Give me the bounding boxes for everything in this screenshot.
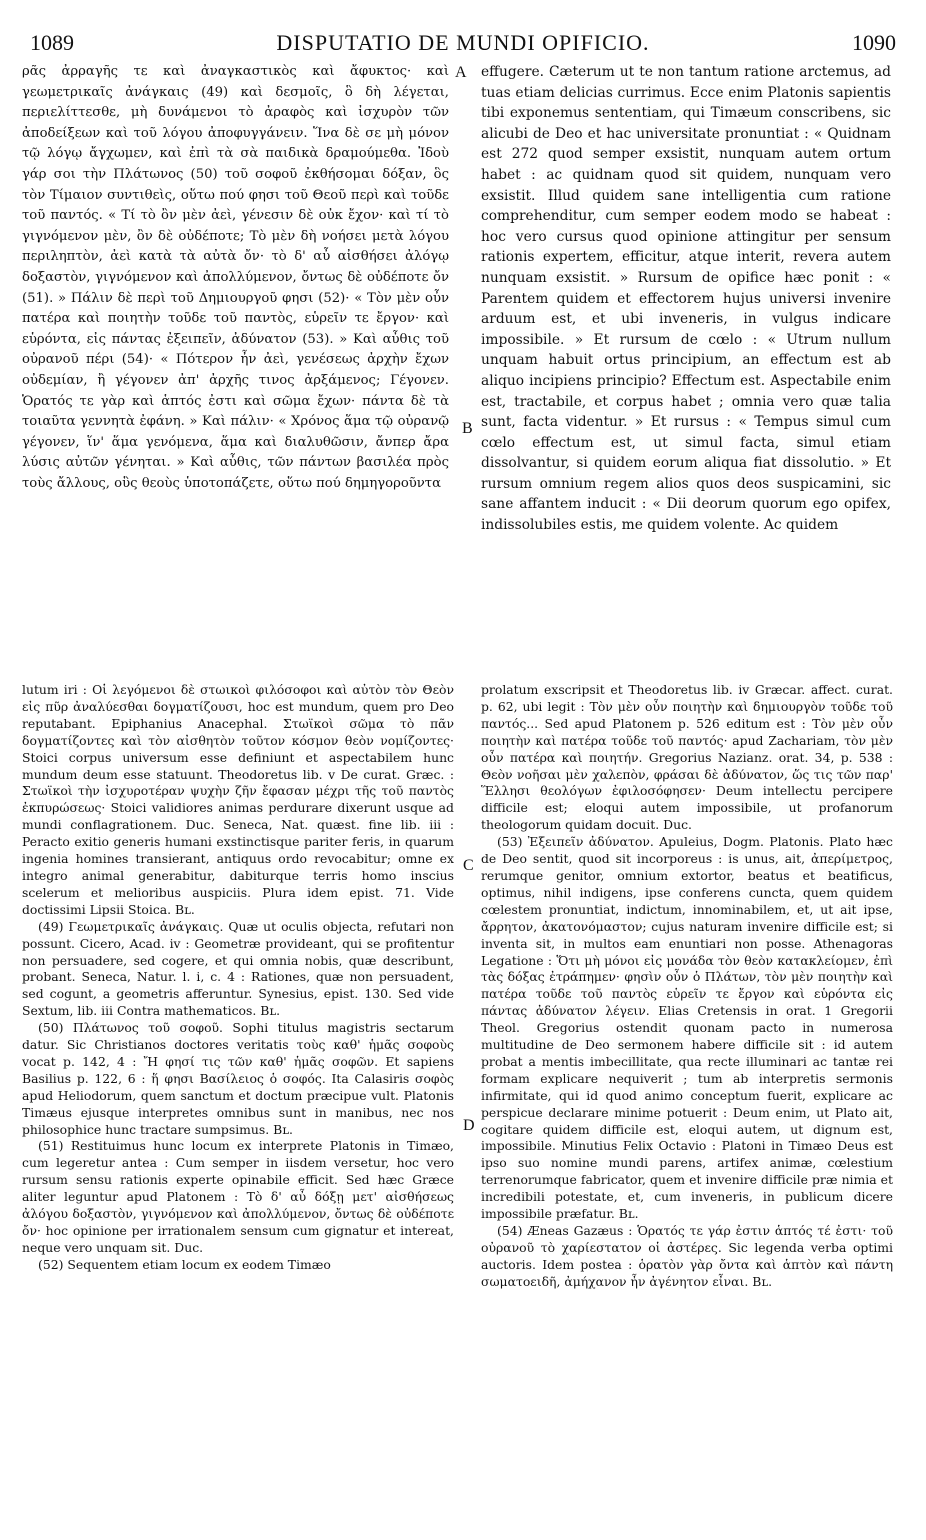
margin-letter-d: D [463,1117,475,1134]
margin-letter-a: A [455,64,467,81]
main-greek-column: ρᾶς ἀρραγῆς τε καὶ ἀναγκαστικὸς καὶ ἄφυκτος· καὶ γεωμετρικαῖς ἀνάγκαις (49) καὶ δεσμοῖς, ὃ δὴ λέγεται, περιελίττεσθε, μὴ δυνάμενοι τὸ ἀραφὸς καὶ ἰσχυρὸν τῶν ἀποδείξεων καὶ τοῦ λόγου ἀποφυγγάνειν. Ἵνα δὲ σε μὴ μόνον τῷ λόγῳ ἄγχωμεν, καὶ ἐπὶ τὰ σὰ παιδικὰ δραμούμεθα. Ἰδοὺ γάρ σοι τὴν Πλάτωνος (50) τοῦ σοφοῦ ἐκθήσομαι δόξαν, ὃς τὸν Τίμαιον συντιθεὶς, οὕτω πού φησι τοῦ Θεοῦ περὶ καὶ τοῦδε τοῦ παντός. « Τί τὸ ὂν μὲν ἀεὶ, γένεσιν δὲ οὐκ ἔχον· καὶ τί τὸ γιγνόμενον μὲν, ὂν δὲ οὐδέποτε; Τὸ μὲν δὴ νοήσει μετὰ λόγου περιληπτὸν, ἀεὶ κατὰ τὰ αὐτὰ ὄν· τὸ δ' αὖ αἰσθήσει ἀλόγῳ δοξαστὸν, γιγνόμενον καὶ ἀπολλύμενον, ὄντως δὲ οὐδέποτε ὄν (51). » Πάλιν δὲ περὶ τοῦ Δημιουργοῦ φησι (52)· « Τὸν μὲν οὖν πατέρα καὶ ποιητὴν τοῦδε τοῦ παντὸς, εὑρεῖν τε ἔργον· καὶ εὑρόντα, εἰς πάντας ἐξειπεῖν, ἀδύνατον (53). » Καὶ αὖθις τοῦ οὐρανοῦ πέρι (54)· « Πότερον ἦν ἀεὶ, γενέσεως ἀρχὴν ἔχων οὐδεμίαν, ἢ γέγονεν ἀπ' ἀρχῆς τινος ἀρξάμενος; Γέγονεν. Ὁρατός τε γὰρ καὶ ἁπτός ἐστι καὶ σῶμα ἔχων· πάντα δὲ τὰ τοιαῦτα γεννητὰ ἐφάνη. » Καὶ πάλιν· « Χρόνος ἅμα τῷ οὐρανῷ γέγονεν, ἵν' ἅμα γενόμενα, ἅμα καὶ διαλυθῶσιν, ἄνπερ ἄρα λύσις αὐτῶν γένηται. » Καὶ αὖθις, τῶν πάντων βασιλέα πρὸς τοὺς ἄλλους, οὓς θεοὺς ὑποτοπάζετε, οὕτω πού δημηγοροῦντα [22,64,449,491]
running-header [30,30,896,56]
note-paragraph: (51) Restituimus hunc locum ex interprete Platonis in Timæo, cum legeretur antea : Cum semper in iisdem versetur, hoc vero rursum sensu rationis experte opinabile efficit. Sed hæc Græce aliter leguntur apud Platonem : Τὸ δ' αὖ δόξῃ μετ' αἰσθήσεως ἀλόγου δοξαστὸν, γιγνόμενον καὶ ἀπολλύμενον, ὄντως δὲ οὐδέποτε ὄν· hoc opinione per irrationalem sensum cum gignatur et intereat, neque vero unquam sit. Duc. [22,1138,454,1255]
running-title: DISPUTATIO DE MUNDI OPIFICIO. [276,30,650,55]
note-paragraph: prolatum exscripsit et Theodoretus lib. iv Græcar. affect. curat. p. 62, ubi legit : Τὸν μὲν οὖν ποιητὴν καὶ δημιουργὸν τοῦδε τοῦ παντός... Sed apud Platonem p. 526 editum est : Τὸν μὲν οὖν ποιητὴν καὶ πατέρα τοῦδε τοῦ παντός· apud Zachariam, τὸν μὲν οὖν πατέρα καὶ ποιητήν. Gregorius Nazianz. orat. 34, p. 538 : Θεὸν νοῆσαι μὲν χαλεπὸν, φράσαι δὲ ἀδύνατον, ὥς τις τῶν παρ' Ἕλλησι θεολόγων ἐφιλοσόφησεν· Deum intellectu percipere difficile est; eloqui autem impossibile, ut profanorum theologorum quidam docuit. Duc. [481,682,893,833]
main-latin-column: effugere. Cæterum ut te non tantum ratione arctemus, ad tuas etiam delicias currimus. Ecce enim Platonis sapientis tibi exponemus sententiam, qui Timæum conscribens, sic alicubi de Deo et hac universitate pronuntiat : « Quidnam est 272 quod semper exsistit, nunquam autem ortum habet : ac quidnam quod sit quidem, nunquam vero exsistit. Illud quidem sane intelligentia cum ratione comprehenditur, cum semper eodem modo se habeat : hoc vero cursus quod opinione attingitur per sensum rationis expertem, efficitur, atque interit, revera autem nunquam exsistit. » Rursum de opifice hæc ponit : « Parentem quidem et effectorem hujus universi invenire arduum est, et ubi inveneris, in vulgus indicare impossibile. » Et rursum de cœlo : « Utrum nullum unquam habuit ortus principium, an effectum est ab aliquo incipiens principio? Effectum est. Aspectabile enim est, tractabile, et corpus habet ; omnia vero quæ talia sunt, facta videntur. » Et rursus : « Tempus simul cum cœlo effectum est, ut simul facta, simul etiam dissolvantur, si quidem eorum aliqua fiat dissolutio. » Et rursum omnium regem alios quos deos suspicamini, sic sane affantem inducit : « Dii deorum quorum ego opifex, indissolubiles estis, me quidem volente. Ac quidem [481,64,891,534]
note-paragraph: lutum iri : Οἱ λεγόμενοι δὲ στωικοὶ φιλόσοφοι καὶ αὐτὸν τὸν Θεὸν εἰς πῦρ ἀναλύεσθαι δογματίζουσι, hoc est mundum, quem pro Deo reputabant. Epiphanius Anacephal. Στωϊκοὶ σῶμα τὸ πᾶν δογματίζοντες καὶ τὸν αἰσθητὸν τοῦτον κόσμον θεὸν νομίζοντες· Stoici corpus universum esse definiunt et aspectabilem hunc mundum deum esse statuunt. Theodoretus lib. v De curat. Græc. : Στωϊκοὶ τὴν ἰσχυροτέραν ψυχὴν ζῆν ἔφασαν μέχρι τῆς τοῦ παντὸς ἐκπυρώσεως· Stoici validiores animas perdurare dixerunt usque ad mundi conflagrationem. Duc. Seneca, Nat. quæst. fine lib. iii : Peracto exitio generis humani exstinctisque pariter feris, in quarum ingenia homines transierant, antiquus ordo revocabitur; omne ex integro animal generabitur, dabiturque terris homo inscius scelerum et melioribus auspiciis. Plura idem epist. 71. Vide doctissimi Lipsii Stoica. Bʟ. [22,682,454,917]
note-paragraph: (54) Æneas Gazæus : Ὁρατός τε γάρ ἐστιν ἁπτός τέ ἐστι· τοῦ οὐρανοῦ τὸ χαρίεστατον οἱ ἀστέρες. Sic legenda verba optimi auctoris. Idem postea : ὁρατὸν γὰρ ὄντα καὶ ἁπτὸν καὶ πάντη σωματοειδῆ, ἀμήχανον ἦν ἀγένητον εἶναι. Bʟ. [481,1223,893,1289]
note-paragraph: (52) Sequentem etiam locum ex eodem Timæo [38,1256,331,1272]
notes-left-column [22,682,454,1274]
margin-letter-b: B [462,420,473,437]
page-number-left: 1089 [30,30,74,55]
margin-letter-c: C [463,857,474,874]
note-paragraph: (53) Ἐξειπεῖν ἀδύνατον. Apuleius, Dogm. Platonis. Plato hæc de Deo sentit, quod sit incorporeus : is unus, ait, ἀπερίμετρος, rerumque genitor, omnium extortor, beatus et beatificus, optimus, nihil indigens, ipse conferens cuncta, quem quidem cœlestem pronuntiat, indictum, innominabilem, et, ut ait ipse, ἄρρητον, ἀκατονόμαστον; cujus naturam invenire difficile est; si inventa sit, in multos eam enuntiari non posse. Athenagoras Legatione : Ὅτι μὴ μόνοι εἰς μονάδα τὸν θεὸν κατακλείομεν, ἐπὶ τὰς δόξας ἐτράπημεν· φησὶν οὖν ὁ Πλάτων, τὸν μὲν ποιητὴν καὶ πατέρα τοῦδε τοῦ παντὸς εὑρεῖν τε ἔργον καὶ εὑρόντα εἰς πάντας ἀδύνατον λέγειν. Elias Cretensis in orat. 1 Gregorii Theol. Gregorius ostendit quonam pacto in numerosa multitudine de Deo sermonem habere difficile sit : id autem probat a mentis imbecillitate, qua recte illuminari ac tantæ rei formam explicare nequiverit ; tum ab interpretis sermonis infirmitate, qui id quod animo conceptum fuerit, explicare ac perspicue declarare minime potuerit : Deum enim, ut Plato ait, cogitare quidem difficile est, eloqui autem, ut dignum est, impossibile. Minutius Felix Octavio : Platoni in Timæo Deus est ipso suo nomine mundi parens, artifex animæ, cœlestium terrenorumque fabricator, quem et invenire difficile præ nimia et incredibili potestate, et, cum inveneris, in publicum dicere impossibile præfatur. Bʟ. [481,834,893,1222]
page-number-right: 1090 [852,30,896,55]
note-paragraph: (50) Πλάτωνος τοῦ σοφοῦ. Sophi titulus magistris sectarum datur. Sic Christianos doctores veritatis τοὺς καθ' ἡμᾶς σοφοὺς vocat p. 142, 4 : Ἤ φησί τις τῶν καθ' ἡμᾶς σοφῶν. Et sapiens Basilius p. 122, 6 : ἥ φησι Βασίλειος ὁ σοφός. Ita Calasiris σοφὸς apud Heliodorum, quem sanctum et doctum præcipue vult. Platonis Timæus ejusque interpretes omnibus sunt in manibus, nec nos philosophice hunc tractare sumpsimus. Bʟ. [22,1020,454,1137]
note-paragraph: (49) Γεωμετρικαῖς ἀνάγκαις. Quæ ut oculis objecta, refutari non possunt. Cicero, Acad. iv : Geometræ provideant, qui se profitentur non persuadere, sed cogere, et qui omnia nobis, quæ describunt, probant. Seneca, Natur. l. i, c. 4 : Rationes, quæ non persuadent, sed cogunt, a geometris afferuntur. Synesius, epist. 130. Sed vide Sextum, lib. iii Contra mathematicos. Bʟ. [22,918,454,1019]
notes-right-column [481,682,893,1291]
